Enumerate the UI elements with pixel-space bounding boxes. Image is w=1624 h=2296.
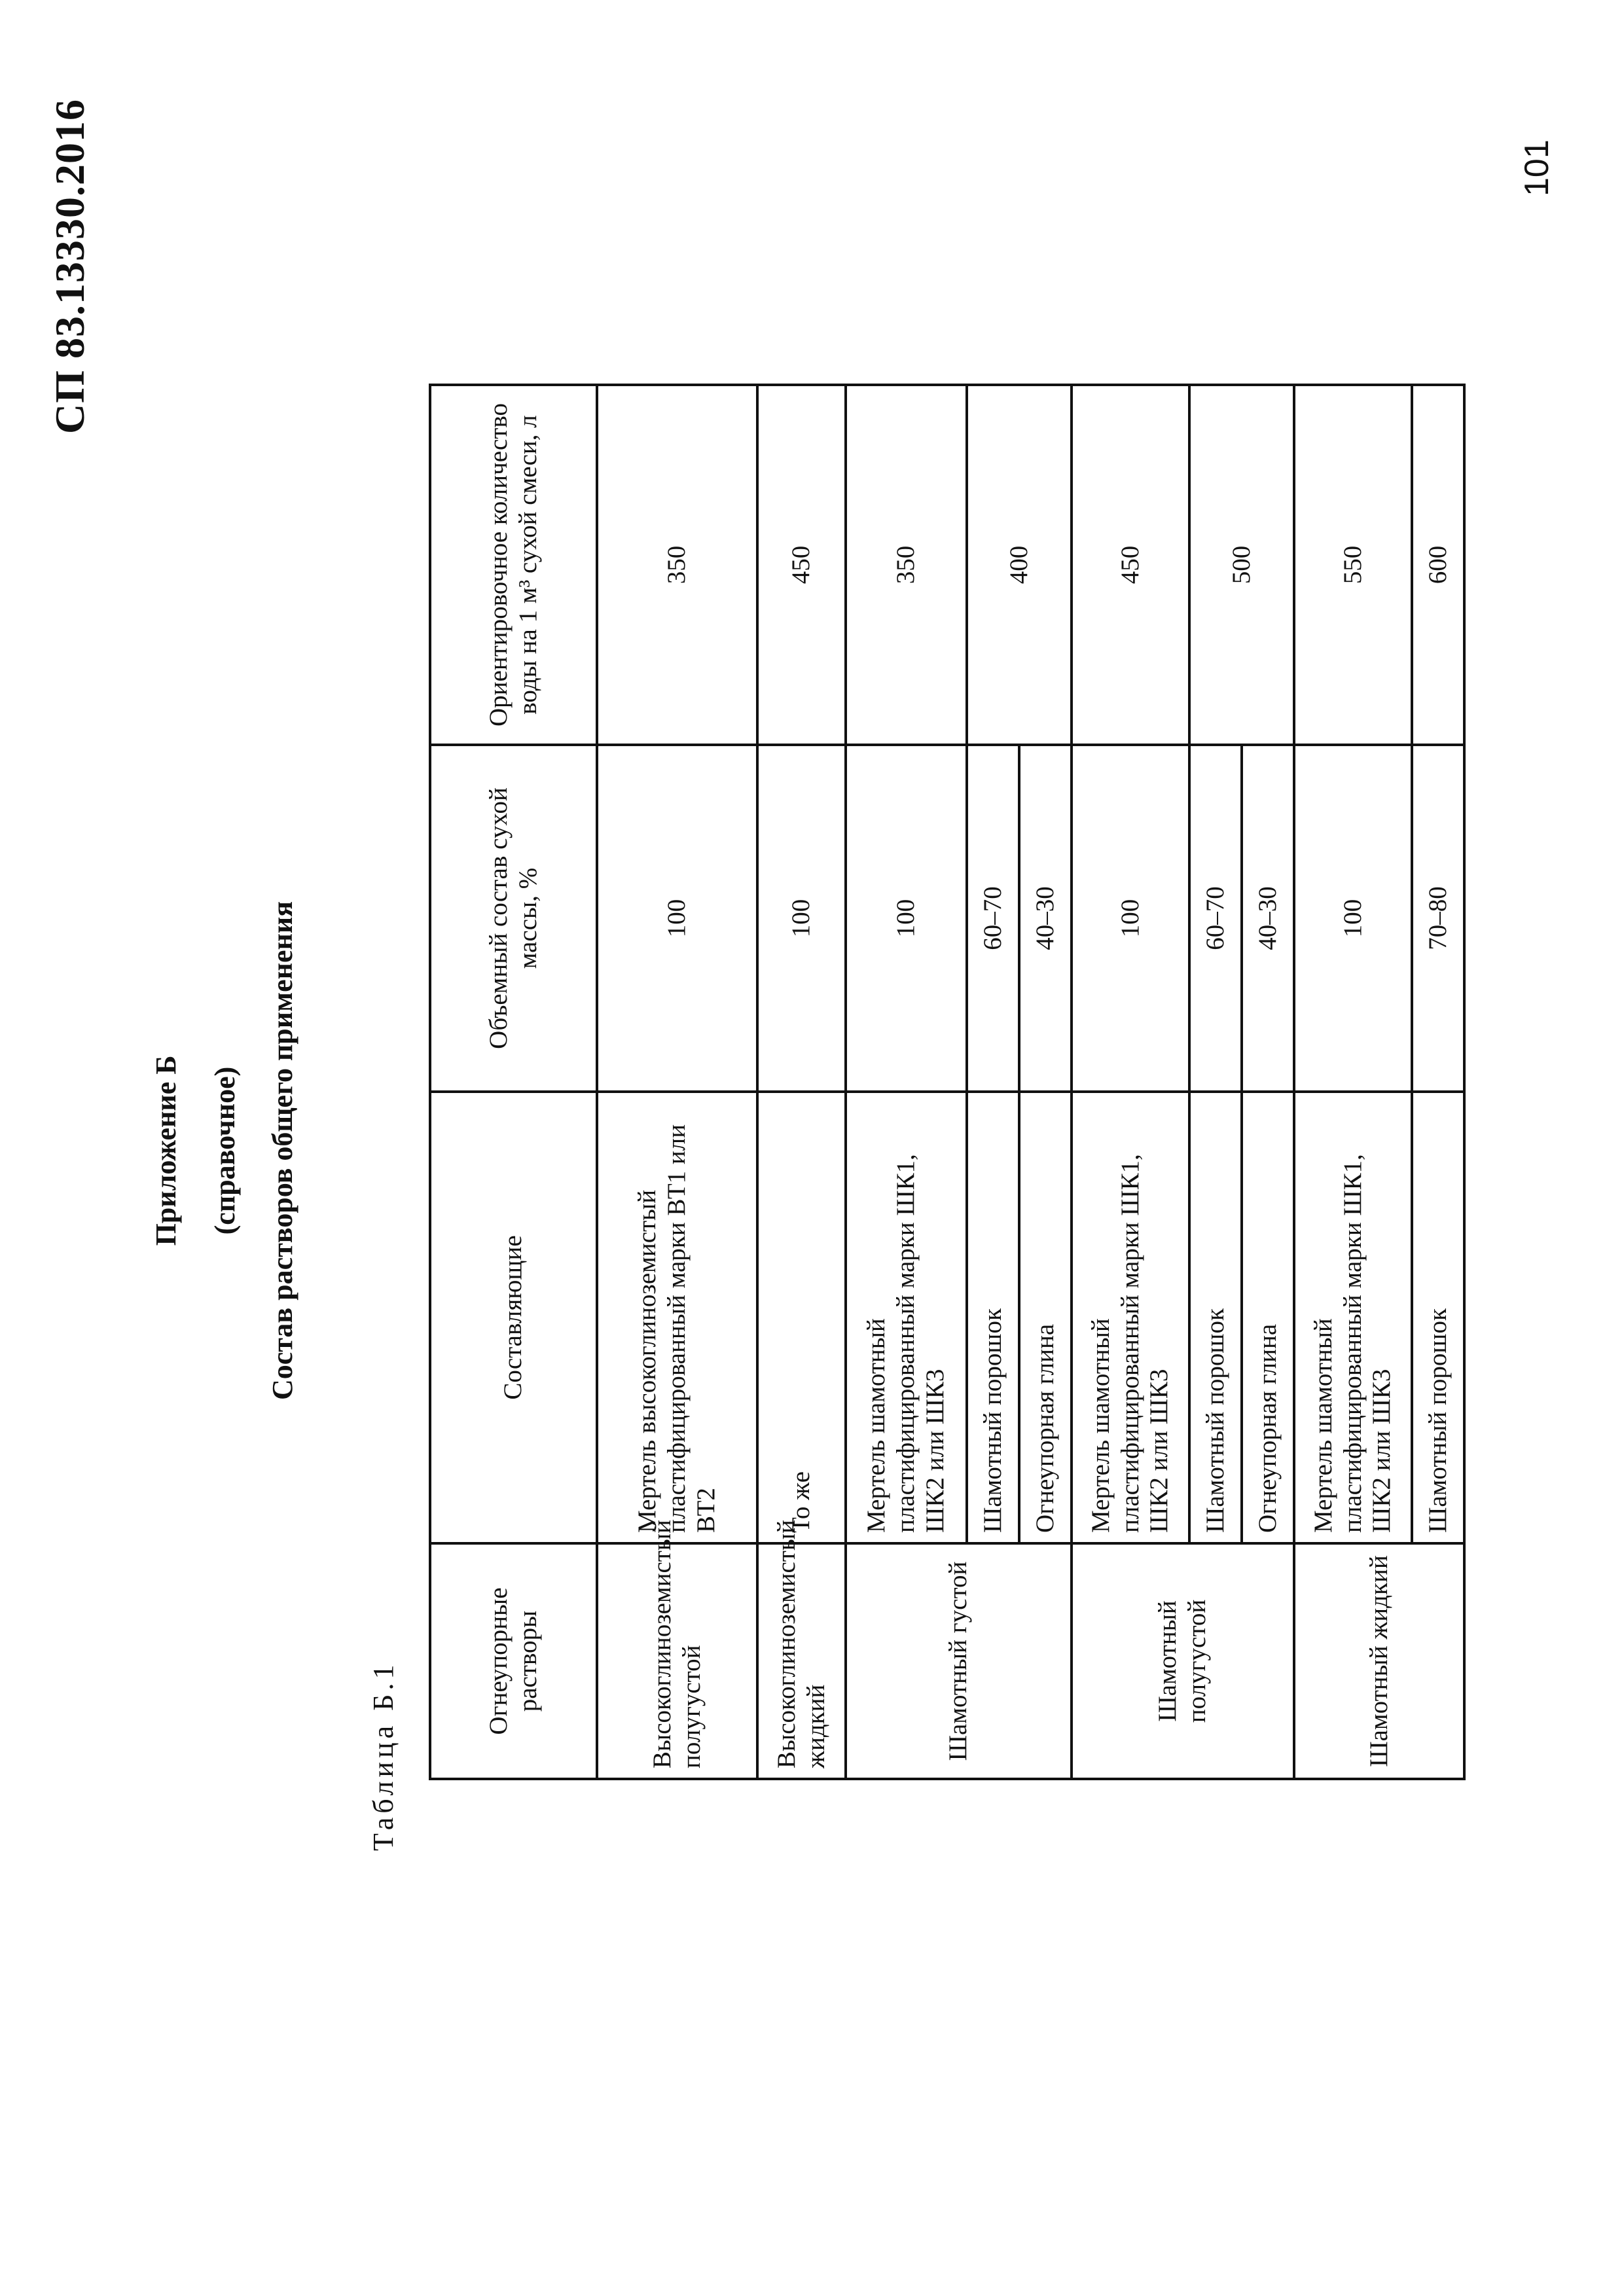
volume-cell: 100: [757, 745, 846, 1092]
component-cell: Огнеупорная глина: [1019, 1092, 1072, 1543]
column-header-water: Ориентировочное количество воды на 1 м³ сухой смеси, л: [430, 385, 597, 745]
component-cell: Огнеупорная глина: [1242, 1092, 1294, 1543]
mortar-cell: Шамотный полугустой: [1072, 1543, 1294, 1779]
mortar-cell: Шамотный густой: [846, 1543, 1072, 1779]
composition-table: [429, 384, 1466, 1780]
volume-cell: 40–30: [1242, 745, 1294, 1092]
table-row: [597, 385, 757, 1779]
water-cell: 450: [757, 385, 846, 745]
document-code: СП 83.13330.2016: [46, 99, 93, 434]
component-cell: Мертель шамотный пластифицированный марки ШК1, ШК2 или ШК3: [846, 1092, 967, 1543]
volume-cell: 60–70: [1189, 745, 1242, 1092]
water-cell: 600: [1412, 385, 1464, 745]
component-cell: Шамотный порошок: [1412, 1092, 1464, 1543]
component-cell: Шамотный порошок: [967, 1092, 1019, 1543]
volume-cell: 100: [597, 745, 757, 1092]
water-cell: 500: [1189, 385, 1294, 745]
table-header-row: [430, 385, 597, 1779]
component-cell: То же: [757, 1092, 846, 1543]
mortar-cell: Высокоглиноземистый полугустой: [597, 1543, 757, 1779]
mortar-cell: Высокоглиноземистый жидкий: [757, 1543, 846, 1779]
column-header-components: Составляющие: [430, 1092, 597, 1543]
volume-cell: 60–70: [967, 745, 1019, 1092]
appendix-type: (справочное): [209, 1066, 241, 1235]
table-row: [846, 385, 967, 1779]
table-row: [1072, 385, 1189, 1779]
water-cell: 550: [1294, 385, 1412, 745]
appendix-subtitle: Состав растворов общего применения: [266, 901, 298, 1401]
volume-cell: 100: [846, 745, 967, 1092]
page-number: 101: [1518, 139, 1556, 196]
component-cell: Мертель шамотный пластифицированный марки ШК1, ШК2 или ШК3: [1072, 1092, 1189, 1543]
table-row: [757, 385, 846, 1779]
water-cell: 450: [1072, 385, 1189, 745]
component-cell: Шамотный порошок: [1189, 1092, 1242, 1543]
volume-cell: 70–80: [1412, 745, 1464, 1092]
volume-cell: 40–30: [1019, 745, 1072, 1092]
volume-cell: 100: [1072, 745, 1189, 1092]
appendix-title: Приложение Б: [150, 1055, 182, 1246]
water-cell: 350: [846, 385, 967, 745]
volume-cell: 100: [1294, 745, 1412, 1092]
table-caption: Таблица Б.1: [367, 1660, 399, 1851]
water-cell: 400: [967, 385, 1072, 745]
water-cell: 350: [597, 385, 757, 745]
column-header-volume: Объемный состав сухой массы, %: [430, 745, 597, 1092]
component-cell: Мертель высокоглиноземистый пластифицированный марки ВТ1 или ВТ2: [597, 1092, 757, 1543]
column-header-mortars: Огнеупорные растворы: [430, 1543, 597, 1779]
table-row: [1294, 385, 1412, 1779]
mortar-cell: Шамотный жидкий: [1294, 1543, 1464, 1779]
component-cell: Мертель шамотный пластифицированный марки ШК1, ШК2 или ШК3: [1294, 1092, 1412, 1543]
